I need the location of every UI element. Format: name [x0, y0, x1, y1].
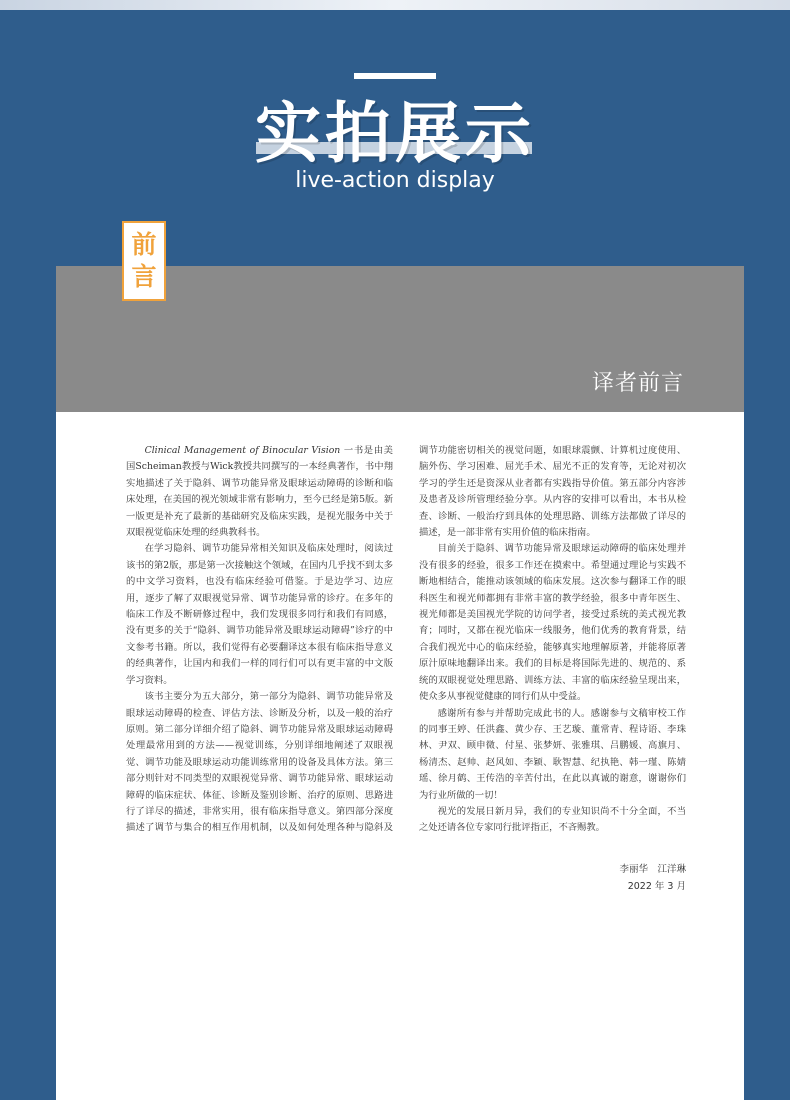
header-title-block: [0, 86, 790, 172]
preface-body: [126, 443, 686, 837]
book-title: Clinical Management of Binocular Vision: [144, 445, 341, 456]
paragraph-text: 一书是由美国Scheiman教授与Wick教授共同撰写的一本经典著作，书中翔实地描述了关于隐斜、调节功能异常及眼球运动障碍的诊断和临床处理，在美国的视光领域非常有影响力，至今已经是第5版。新一版更是补充了最新的基础研究及临床实践，是视光服务中关于双眼视觉临床处理的经典教科书。: [126, 445, 393, 539]
tab-char: 前: [131, 230, 157, 259]
body-paragraph: 在学习隐斜、调节功能异常相关知识及临床处理时，阅读过该书的第2版，那是第一次接触这个领域，在国内几乎找不到太多的中文学习资料，也没有临床经验可借鉴。于是边学习、边应用，逐步了解了双眼视觉异常、调节功能异常的诊疗。在多年的临床工作及不断研修过程中，我们发现很多同行和我们有同感，没有更多的关于“隐斜、调节功能异常及眼球运动障碍”诊疗的中文参考书籍。所以，我们觉得有必要翻译这本很有临床指导意义的经典著作，让国内和我们一样的同行们可以有更丰富的中文版学习资料。: [126, 543, 393, 686]
signature-block: [560, 861, 686, 895]
signature-date: 2022 年 3 月: [627, 881, 686, 892]
body-paragraph: 感谢所有参与并帮助完成此书的人。感谢参与文稿审校工作的同事王婷、任洪鑫、黄少存、王艺璇、董常青、程诗语、李珠林、尹双、顾申微、付星、张梦妍、张雅琪、吕鹏媛、高旗月、杨清杰、赵帅、赵风如、李颖、耿智慧、纪执艳、韩一瑾、陈婧瑶、徐月鹤、王传浩的辛苦付出，在此以真诚的谢意，谢谢你们为行业所做的一切！: [419, 707, 686, 801]
top-gradient-strip: [0, 0, 790, 10]
tab-char: 言: [131, 262, 157, 291]
body-paragraph: [126, 443, 393, 541]
signature-names: 李丽华 江洋琳: [619, 864, 686, 875]
preface-tab: [122, 221, 166, 301]
page-subtitle: live-action display: [295, 168, 495, 193]
page-title: 实拍展示: [255, 94, 535, 172]
banner-title: 译者前言: [591, 371, 684, 396]
body-paragraph: 视光的发展日新月异，我们的专业知识尚不十分全面，不当之处还请各位专家同行批评指正，不吝赐教。: [419, 805, 686, 834]
body-paragraph: 目前关于隐斜、调节功能异常及眼球运动障碍的临床处理并没有很多的经验，很多工作还在摸索中。希望通过理论与实践不断地相结合，能推动该领域的临床发展。这次参与翻译工作的眼科医生和视光师都拥有非常丰富的教学经验，很多中青年医生、视光师都是美国视光学院的访问学者，接受过系统的美式视光教育；同时，又都在视光临床一线服务，他们优秀的教育背景，结合我们视光中心的临床经验，能够真实地理解原著，并能将原著原汁原味地翻译出来。我们的目标是将国际先进的、规范的、系统的双眼视觉处理思路、训练方法、丰富的临床经验呈现出来，使众多从事视觉健康的同行们从中受益。: [419, 543, 686, 703]
body-paragraph: 该书主要分为五大部分，第一部分为隐斜、调节功能异常及眼球运动障碍的检查、评估方法、诊断及分析，以及一般的治疗原则。第二部分详细介绍了隐斜、调节功能异常及眼球运动障碍处理最常用到的方法——视觉训练，分别详细地阐述了双眼视觉、调节功能及眼球运动功能训练常用的设备及具体方法。第三部分则针对不同类型的双眼视觉异常、调节功能异常、眼球运动障碍的临床症状、体征、诊断及鉴别诊断、治疗的原则、思路进行了详尽的描述，非常实用，很有临床指导意义。第四部分深度描述了调节与集合的相互作用机制，以及如何处理各种与隐斜及调节功能密切相关的视觉问题，如眼球震颤、计算机过度使用、脑外伤、学习困难、屈光手术、屈光不正的发育等，无论对初次学习的学生还是资深从业者都有实践指导价值。第五部分内容涉及患者及诊所管理经验分享。从内容的安排可以看出，本书从检查、诊断、一般治疗到具体的处理思路、训练方法都做了详尽的描述，是一部非常有实用价值的临床指南。: [126, 445, 686, 834]
header-accent-dash: [354, 73, 436, 79]
